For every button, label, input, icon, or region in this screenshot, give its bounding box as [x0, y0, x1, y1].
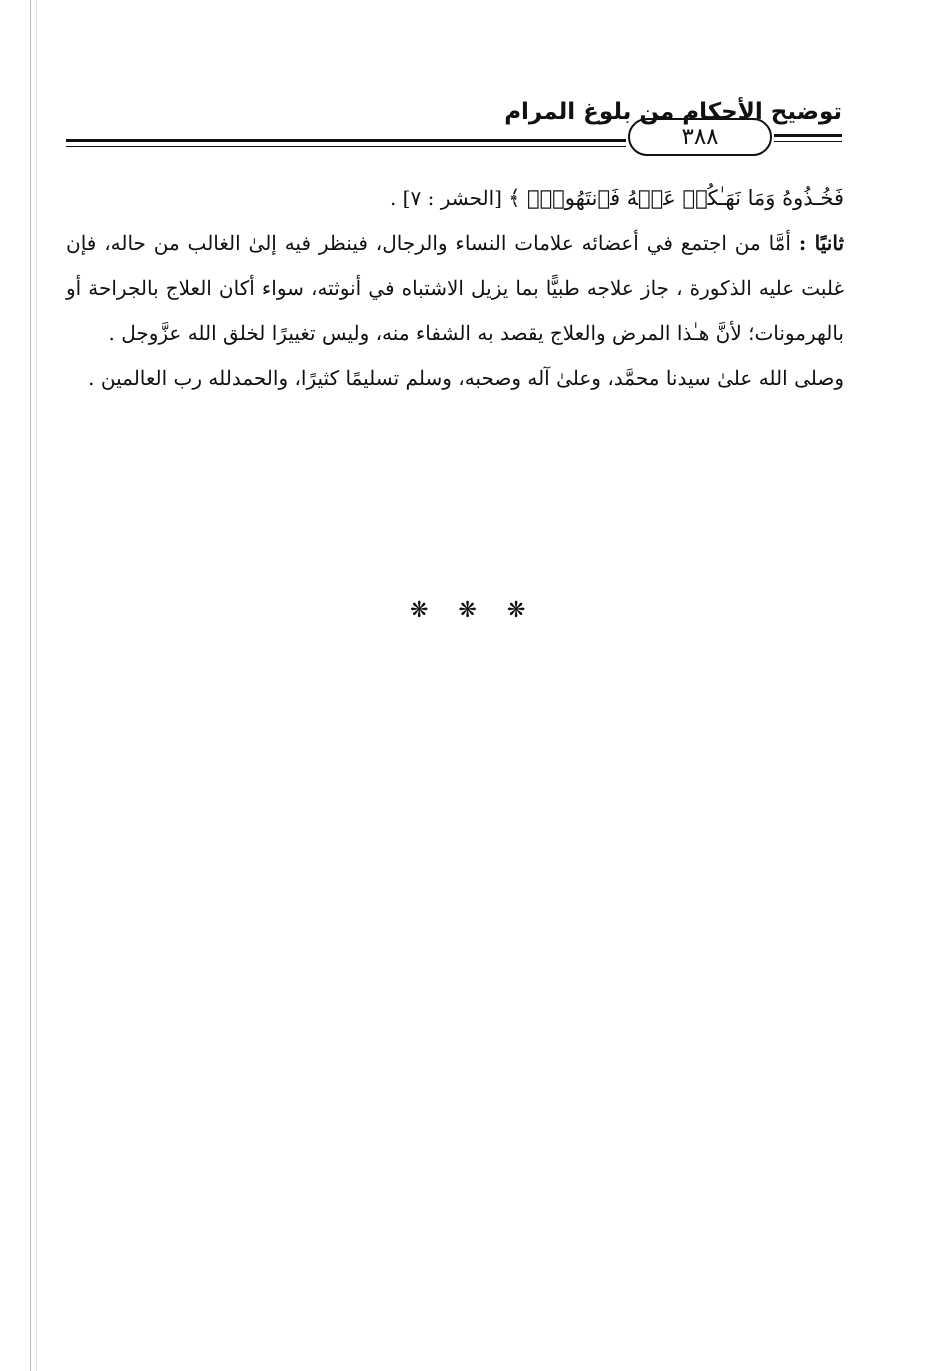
paragraph-text: أمَّا من اجتمع في أعضائه علامات النساء والرجال، فينظر فيه إلىٰ الغالب من حاله، فإن غلبت عليه الذكورة ، جاز علاجه طبيًّا بما يزيل الاشتباه في أنوثته، سواء أكان العلاج بالجراحة أو بالهرمونات؛ لأنَّ هـٰذا المرض والعلاج يقصد به الشفاء منه، وليس تغييرًا لخلق الله عزَّوجل . — [66, 231, 844, 345]
page-body — [66, 176, 844, 401]
header-rule-left-thin — [66, 146, 626, 147]
verse-close-bracket: ﴾ — [508, 186, 521, 210]
closing-text: وصلى الله علىٰ سيدنا محمَّد، وعلىٰ آله وصحبه، وسلم تسليمًا كثيرًا، والحمدلله رب العالمين . — [88, 366, 844, 390]
paragraph-second — [66, 221, 844, 356]
scan-edge-line — [36, 0, 37, 1371]
quran-verse: فَخُـذُوهُ وَمَا نَهَـٰكُمۡ عَنۡهُ فَٱنتَهُواْۚ — [526, 186, 844, 210]
page-header — [66, 96, 842, 158]
paragraph-lead: ثانيًا : — [798, 231, 845, 255]
page-number: ٣٨٨ — [628, 118, 772, 156]
header-rule-right — [774, 134, 842, 137]
verse-reference: [الحشر : ٧] . — [389, 186, 502, 210]
verse-paragraph — [66, 176, 844, 221]
header-rule-right-thin — [774, 141, 842, 142]
paragraph-closing — [66, 356, 844, 401]
running-title: توضيح الأحكام من بلوغ المرام — [504, 99, 842, 125]
section-separator: ❋❋❋ — [410, 598, 556, 623]
header-rule-left — [66, 139, 626, 142]
scan-edge-line — [30, 0, 31, 1371]
